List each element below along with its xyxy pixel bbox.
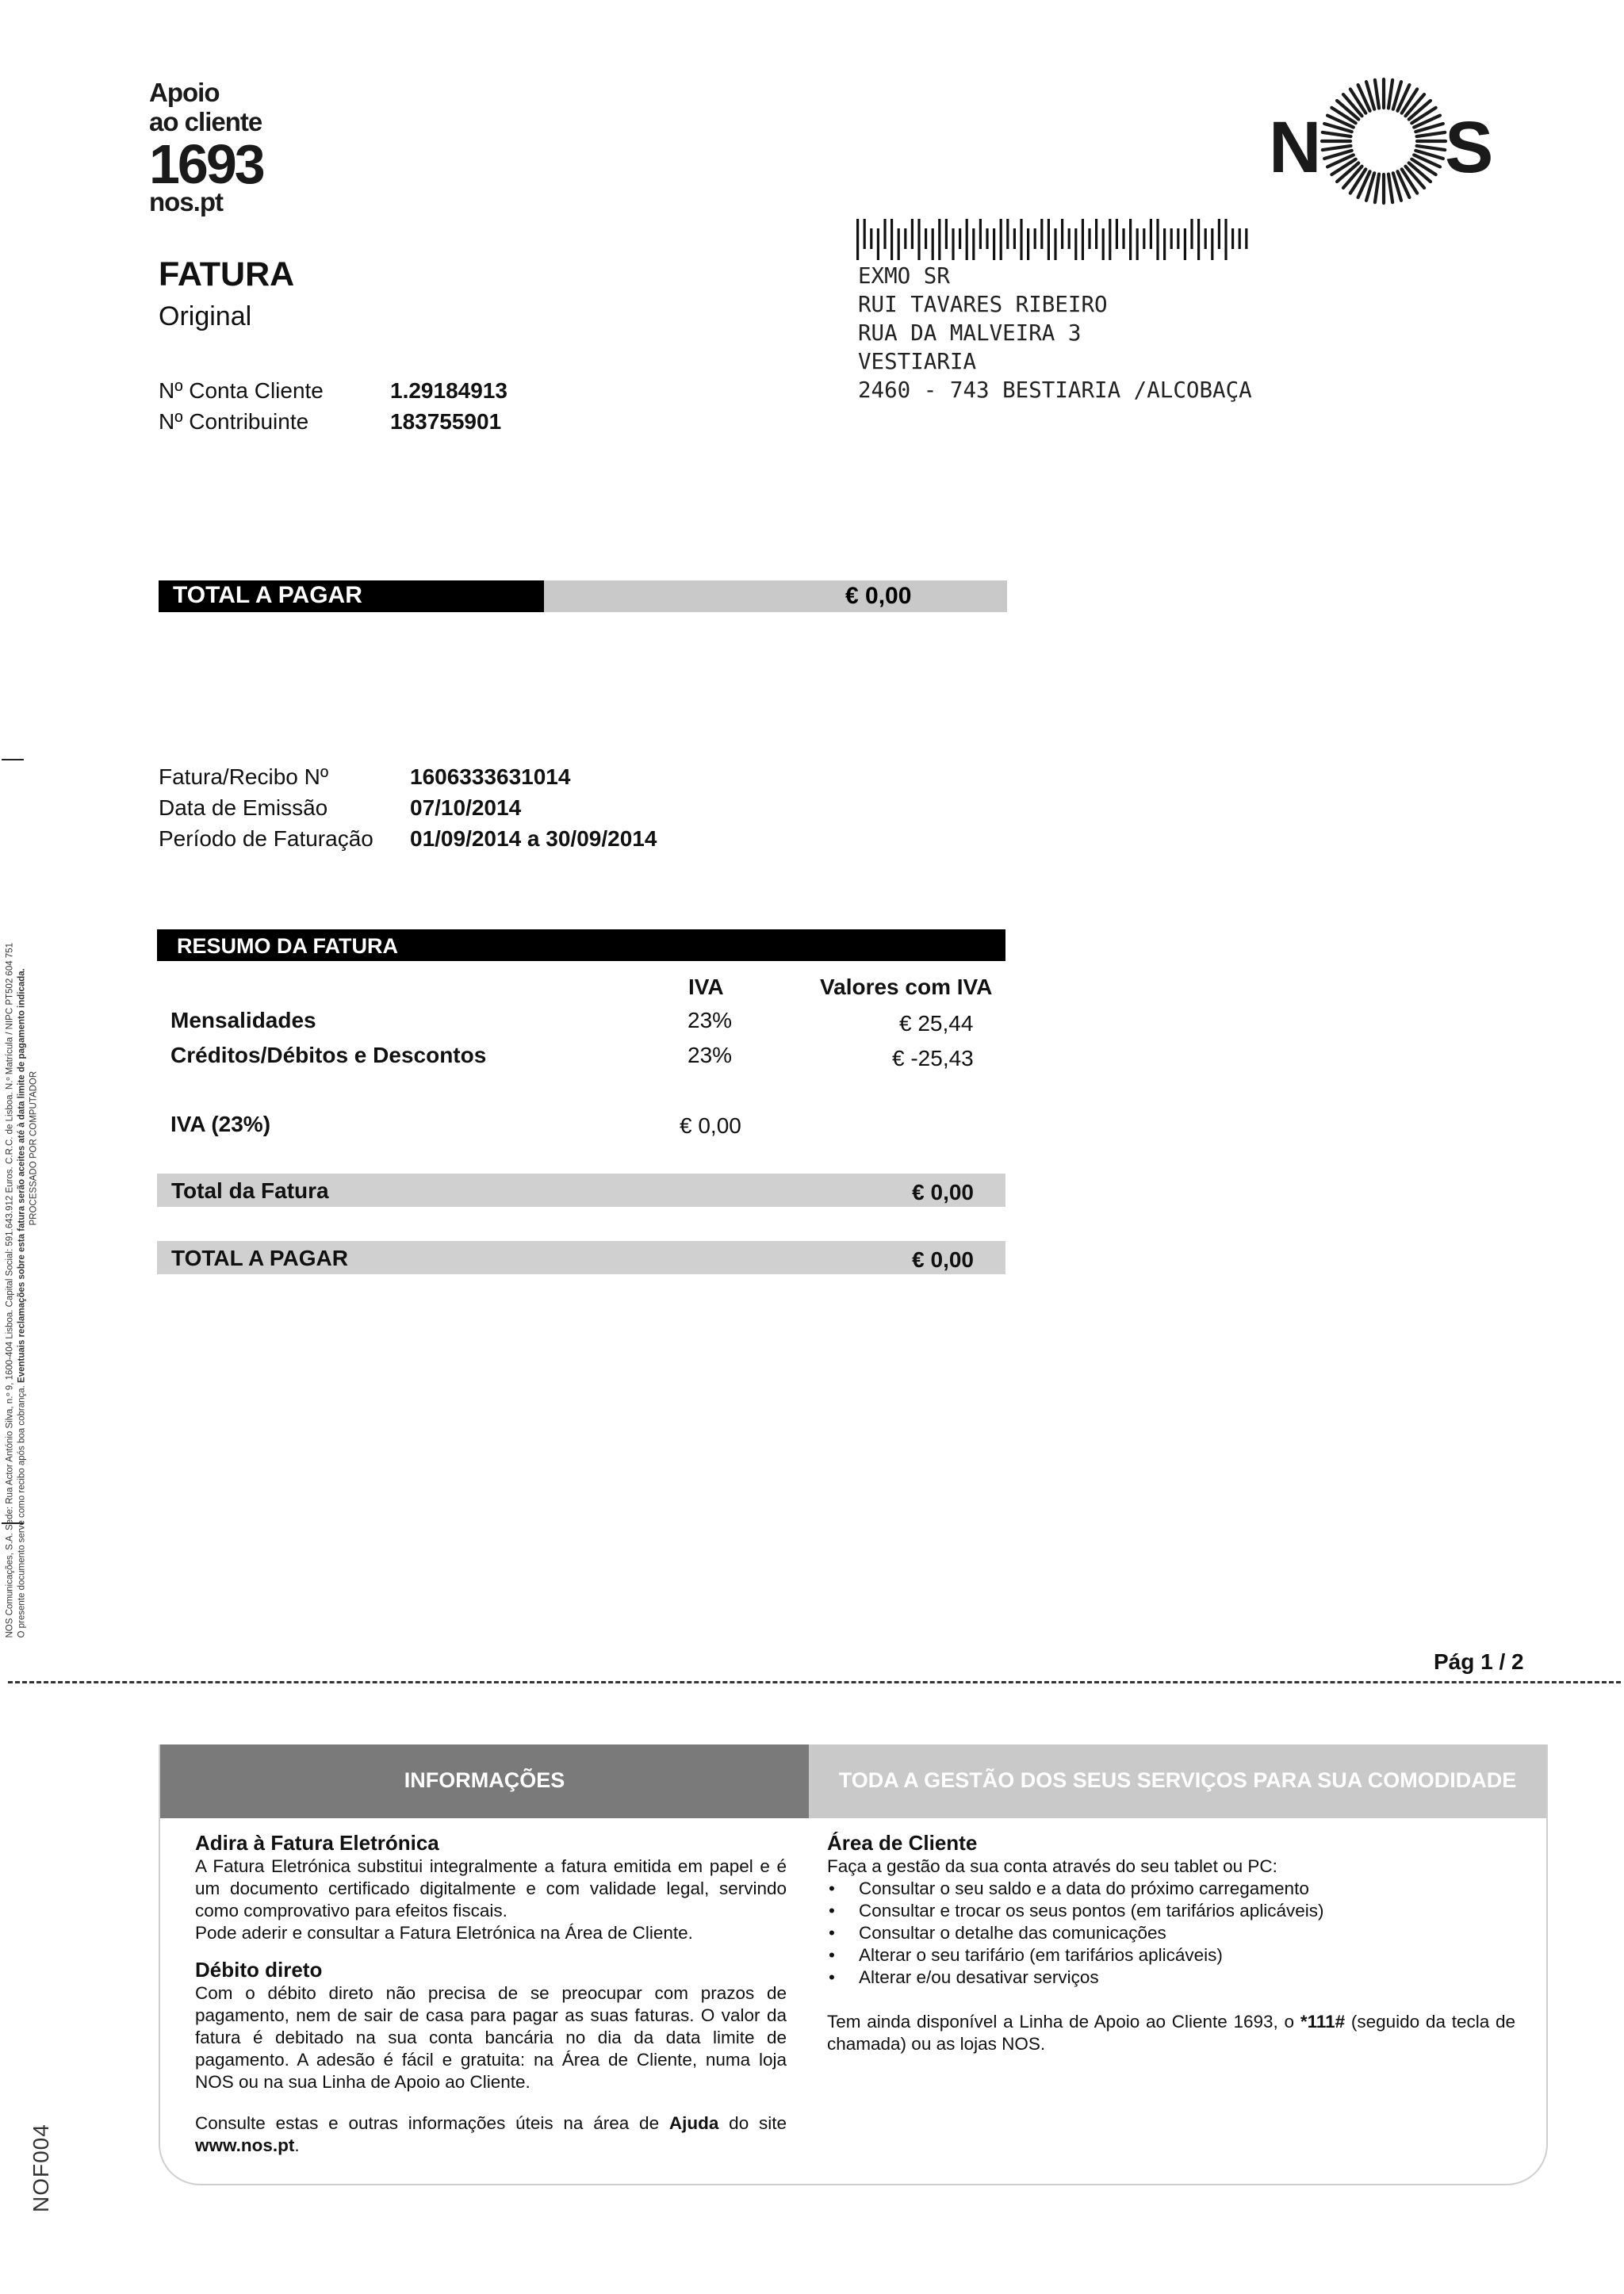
amount-due-label: TOTAL A PAGAR — [171, 1246, 348, 1270]
amount-due-value: € 0,00 — [912, 1247, 974, 1272]
summary-row-label: Créditos/Débitos e Descontos — [170, 1043, 487, 1067]
barcode-bar — [1061, 219, 1063, 249]
logo-ray — [1388, 80, 1392, 109]
form-code: NOF004 — [29, 2124, 53, 2212]
barcode-bar — [1231, 228, 1234, 249]
barcode-bar — [1184, 228, 1186, 260]
legal-notice — [5, 734, 40, 1638]
barcode-bar — [1074, 228, 1077, 260]
recipient-address — [858, 262, 1252, 404]
logo-ray — [1323, 132, 1351, 136]
address-line: RUI TAVARES RIBEIRO — [858, 292, 1108, 317]
list-item: • Consultar e trocar os seus pontos (em tarifários aplicáveis) — [827, 1900, 1515, 1922]
customer-area-heading: Área de Cliente — [827, 1831, 978, 1855]
summary-header — [157, 929, 1005, 961]
barcode-bar — [1068, 228, 1071, 249]
barcode-bar — [1129, 219, 1132, 260]
barcode-bar — [938, 219, 940, 260]
issue-date-value: 07/10/2014 — [410, 795, 522, 820]
help-text: Consulte estas e outras informações úteis na área de Ajuda do site www.nos.pt. — [195, 2113, 787, 2155]
info-header-right: TODA A GESTÃO DOS SEUS SERVIÇOS PARA SUA COMODIDADE — [809, 1744, 1546, 1818]
legal-line: PROCESSADO POR COMPUTADOR — [29, 1070, 39, 1226]
tear-off-line — [8, 1681, 1621, 1683]
invoice-total-value: € 0,00 — [912, 1180, 974, 1204]
address-line: 2460 - 743 BESTIARIA /ALCOBAÇA — [858, 377, 1252, 403]
column-header-iva: IVA — [688, 975, 724, 999]
barcode-bar — [1197, 219, 1200, 260]
barcode-bar — [1122, 228, 1124, 249]
summary-row-iva: 23% — [688, 1043, 733, 1067]
barcode-bar — [1136, 228, 1139, 260]
summary-row-value: € -25,43 — [892, 1046, 974, 1070]
address-line: EXMO SR — [858, 263, 950, 289]
page-number: Pág 1 / 2 — [1434, 1649, 1524, 1674]
barcode-bar — [1048, 219, 1050, 260]
document-subtitle: Original — [159, 301, 252, 331]
issue-date-label: Data de Emissão — [159, 795, 328, 820]
customer-area-list — [827, 1878, 1515, 1989]
logo-letter-s: S — [1445, 107, 1494, 188]
barcode-bar — [898, 228, 900, 260]
address-line: VESTIARIA — [858, 349, 977, 374]
barcode-bar — [1116, 219, 1118, 249]
barcode-bar — [1190, 219, 1193, 249]
legal-line: O presente documento serve como recibo após boa cobrança. Eventuais reclamações sobre esta fatura serão aceites até à data limite de pagamento indicada. — [17, 968, 27, 1638]
logo-ray — [1417, 132, 1446, 136]
efatura-text: A Fatura Eletrónica substitui integralmente a fatura emitida em papel e é um documento certificado digitalmente e com validade legal, servindo como comprovativo para efeitos fiscais. — [195, 1856, 787, 1921]
support-line-2: ao cliente — [149, 107, 262, 136]
list-item: • Consultar o seu saldo e a data do próximo carregamento — [827, 1878, 1515, 1900]
receipt-value: 1606333631014 — [410, 764, 571, 789]
barcode-bar — [883, 219, 886, 249]
barcode-bar — [1239, 228, 1241, 249]
summary-row-label: Mensalidades — [170, 1008, 316, 1032]
barcode-bar — [877, 228, 879, 260]
summary-title: RESUMO DA FATURA — [177, 934, 398, 958]
info-right-column — [827, 1830, 1515, 2055]
total-to-pay-banner — [159, 580, 1007, 612]
invoice-total-row — [157, 1174, 1005, 1207]
barcode-bar — [1150, 219, 1152, 249]
barcode-bar — [1109, 219, 1111, 260]
barcode-bar — [945, 219, 948, 249]
barcode-bar — [917, 219, 920, 260]
vat-value: € 0,00 — [680, 1113, 741, 1138]
nif-label: Nº Contribuinte — [159, 409, 309, 434]
total-to-pay-value: € 0,00 — [845, 583, 912, 609]
support-line-1: Apoio — [149, 78, 220, 107]
barcode-bar — [979, 219, 982, 249]
logo-ray — [1323, 146, 1351, 150]
summary-row-iva: 23% — [688, 1008, 733, 1032]
barcode-bar — [864, 219, 866, 249]
logo-ray — [1417, 146, 1446, 150]
barcode-bar — [993, 228, 995, 260]
barcode-bar — [870, 228, 872, 249]
barcode-bar — [904, 228, 906, 249]
support-number: 1693 — [149, 133, 263, 195]
list-item: • Consultar o detalhe das comunicações — [827, 1922, 1515, 1944]
billing-period-label: Período de Faturação — [159, 826, 373, 851]
barcode-bar — [1156, 219, 1159, 260]
summary-row-value: € 25,44 — [899, 1011, 974, 1036]
efatura-heading: Adira à Fatura Eletrónica — [195, 1831, 439, 1855]
receipt-label: Fatura/Recibo Nº — [159, 764, 329, 789]
efatura-text-2: Pode aderir e consultar a Fatura Eletrónica na Área de Cliente. — [195, 1923, 693, 1943]
barcode-bar — [1054, 228, 1056, 260]
info-left-column — [195, 1830, 787, 2157]
nif-value: 183755901 — [390, 409, 502, 434]
barcode-bar — [1102, 228, 1105, 260]
barcode-bar — [1082, 219, 1084, 260]
support-site: nos.pt — [149, 187, 223, 216]
logo-ray — [1388, 174, 1392, 203]
barcode-bar — [1205, 228, 1207, 249]
account-value: 1.29184913 — [390, 378, 508, 403]
document-title: FATURA — [159, 255, 295, 293]
barcode-bar — [1218, 219, 1220, 249]
logo-ray — [1375, 174, 1379, 203]
support-block — [149, 79, 263, 215]
direct-debit-text: Com o débito direto não precisa de se preocupar com prazos de pagamento, nem de sair de casa para pagar as suas faturas. O valor da fatura é debitado na sua conta bancária no dia da data limite de pagamento. A adesão é fácil e gratuita: na Área de Cliente, numa loja NOS ou na sua Linha de Apoio ao Cliente. — [195, 1983, 787, 2092]
barcode-bar — [1095, 219, 1097, 249]
logo-letter-n: N — [1269, 107, 1322, 188]
column-header-values: Valores com IVA — [820, 975, 993, 999]
legal-line: NOS Comunicações, S.A. Sede: Rua Actor António Silva, n.º 9, 1600-404 Lisboa. Capital Social: 591.643.912 Euros. C.R.C. de Lisboa. N.º Matrícula / NIPC PT502 604 751 — [5, 943, 15, 1638]
barcode-bar — [1211, 228, 1213, 260]
address-line: RUA DA MALVEIRA 3 — [858, 320, 1082, 346]
barcode-bar — [959, 228, 961, 249]
barcode-bar — [972, 228, 975, 260]
barcode-bar — [966, 219, 968, 260]
account-label: Nº Conta Cliente — [159, 378, 324, 403]
list-item: • Alterar o seu tarifário (em tarifários aplicáveis) — [827, 1944, 1515, 1967]
postal-barcode — [856, 219, 1253, 260]
barcode-bar — [1006, 219, 1009, 249]
invoice-total-label: Total da Fatura — [171, 1178, 329, 1203]
barcode-bar — [856, 219, 859, 260]
barcode-bar — [1177, 228, 1179, 249]
barcode-bar — [1013, 228, 1016, 249]
customer-area-intro: Faça a gestão da sua conta através do seu tablet ou PC: — [827, 1856, 1277, 1876]
barcode-bar — [1000, 219, 1002, 260]
logo-ray — [1375, 80, 1379, 109]
direct-debit-heading: Débito direto — [195, 1958, 323, 1982]
barcode-bar — [1027, 228, 1029, 260]
barcode-bar — [1034, 228, 1036, 249]
billing-period-value: 01/09/2014 a 30/09/2014 — [410, 826, 657, 851]
barcode-bar — [925, 228, 927, 249]
barcode-bar — [1143, 228, 1145, 249]
barcode-bar — [911, 219, 914, 249]
barcode-bar — [1088, 228, 1090, 249]
barcode-bar — [932, 228, 934, 260]
website-link[interactable]: www.nos.pt — [195, 2135, 295, 2155]
info-header-left: INFORMAÇÕES — [160, 1744, 809, 1818]
barcode-bar — [986, 228, 988, 249]
barcode-bar — [952, 228, 954, 260]
barcode-bar — [1170, 228, 1173, 249]
barcode-bar — [891, 219, 893, 260]
barcode-bar — [1245, 228, 1247, 249]
information-panel — [159, 1744, 1548, 2185]
barcode-bar — [1224, 219, 1227, 260]
support-line-text: Tem ainda disponível a Linha de Apoio ao Cliente 1693, o *111# (seguido da tecla de chamada) ou as lojas NOS. — [827, 2012, 1515, 2054]
sun-ring-icon — [1322, 79, 1446, 203]
barcode-bar — [1020, 219, 1022, 260]
vat-label: IVA (23%) — [170, 1112, 271, 1136]
barcode-bar — [1040, 219, 1043, 249]
total-to-pay-label: TOTAL A PAGAR — [173, 582, 362, 608]
nos-logo — [1269, 75, 1507, 210]
barcode-bar — [1163, 228, 1166, 260]
list-item: • Alterar e/ou desativar serviços — [827, 1967, 1515, 1989]
amount-due-row — [157, 1241, 1005, 1274]
